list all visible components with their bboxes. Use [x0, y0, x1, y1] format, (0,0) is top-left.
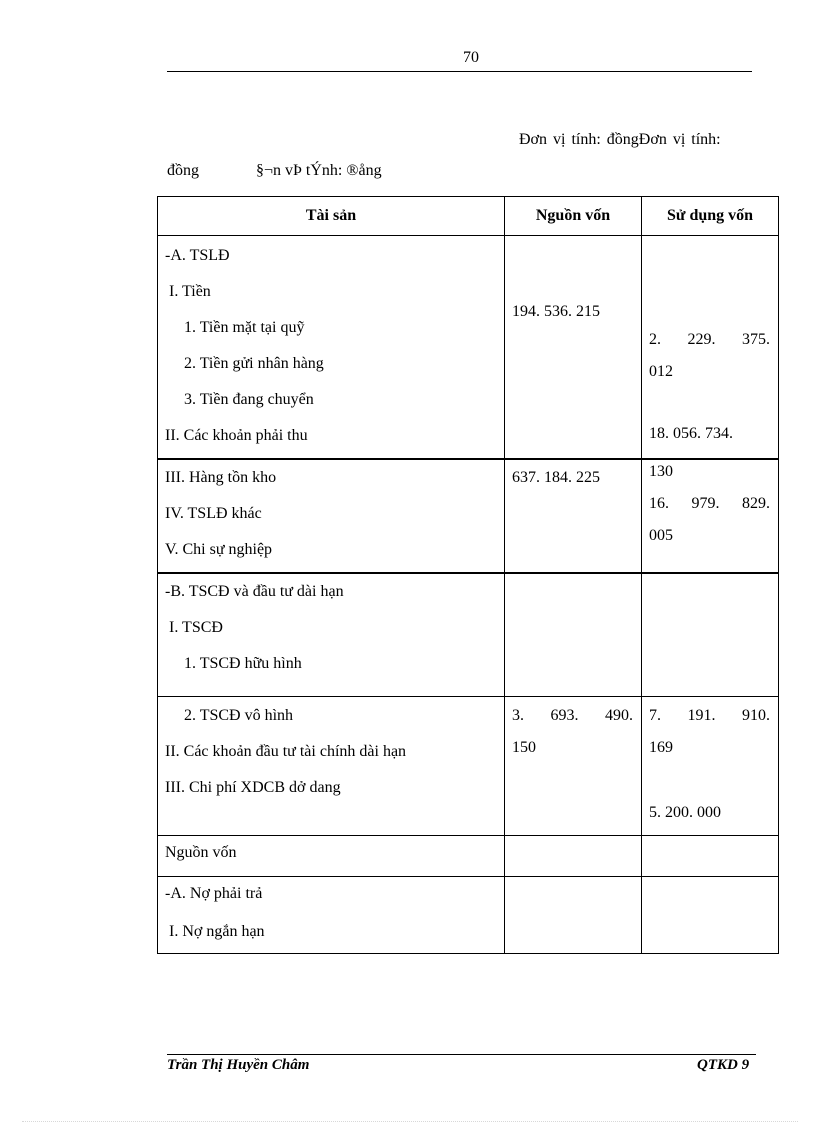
source-value: 194. 536. 215 [512, 303, 600, 320]
row-label: III. Chi phí XDCB dở dang [165, 779, 341, 796]
use-value: 5. 200. 000 [649, 804, 721, 821]
row-label: 2. Tiền gửi nhân hàng [184, 355, 324, 372]
row-label: IV. TSLĐ khác [165, 505, 262, 522]
header-use: Sử dụng vốn [642, 197, 779, 236]
table-row [158, 836, 779, 877]
use-value-cont: 005 [649, 527, 673, 544]
row-label: I. Nợ ngắn hạn [169, 923, 265, 940]
use-value-cont: 169 [649, 739, 673, 756]
row-label: V. Chi sự nghiệp [165, 541, 273, 558]
footer-rule [167, 1054, 756, 1055]
row-label: I. TSCĐ [169, 619, 223, 636]
header-assets: Tài sản [158, 197, 505, 236]
footer-course: QTKD 9 [697, 1057, 750, 1073]
row-label: 3. Tiền đang chuyển [184, 391, 314, 408]
use-value-cont: 012 [649, 363, 673, 380]
footer-author: Trần Thị Huyền Châm [167, 1057, 310, 1073]
header-source: Nguồn vốn [505, 197, 642, 236]
use-value: 2. 229. 375. [649, 331, 770, 348]
unit-label-fragment: đồng [167, 162, 199, 179]
unit-label-line-2 [167, 162, 382, 180]
use-value-cont: 130 [649, 463, 673, 480]
row-label: Nguồn vốn [165, 844, 237, 861]
row-label: I. Tiền [169, 283, 211, 300]
row-label: II. Các khoản đầu tư tài chính dài hạn [165, 743, 407, 760]
row-label: -B. TSCĐ và đầu tư dài hạn [165, 583, 344, 600]
row-label: 1. Tiền mặt tại quỹ [184, 319, 305, 336]
table-row [158, 236, 779, 460]
use-value: 16. 979. 829. [649, 495, 770, 512]
row-label: II. Các khoản phải thu [165, 427, 308, 444]
row-label: -A. TSLĐ [165, 247, 230, 264]
use-value: 7. 191. 910. [649, 707, 770, 724]
source-value: 3. 693. 490. [512, 707, 633, 724]
source-value-cont: 150 [512, 739, 536, 756]
row-label: 2. TSCĐ vô hình [184, 707, 294, 724]
table-row [158, 697, 779, 836]
row-label: III. Hàng tồn kho [165, 469, 277, 486]
row-label: -A. Nợ phải trả [165, 885, 263, 902]
table-header-row [158, 197, 779, 236]
unit-label-line-1: Đơn vị tính: đồngĐơn vị tính: [519, 131, 721, 148]
row-label: 1. TSCĐ hữu hình [184, 655, 302, 672]
unit-label-garbled: §¬n vÞ tÝnh: ®ång [256, 162, 382, 179]
page-edge-dots [22, 1121, 798, 1122]
header-rule [167, 71, 752, 72]
source-value: 637. 184. 225 [512, 469, 600, 486]
table-row [158, 459, 779, 573]
table-row [158, 877, 779, 954]
table-row [158, 573, 779, 697]
page-number: 70 [463, 49, 479, 66]
funds-table [157, 196, 779, 954]
use-value: 18. 056. 734. [649, 425, 733, 442]
